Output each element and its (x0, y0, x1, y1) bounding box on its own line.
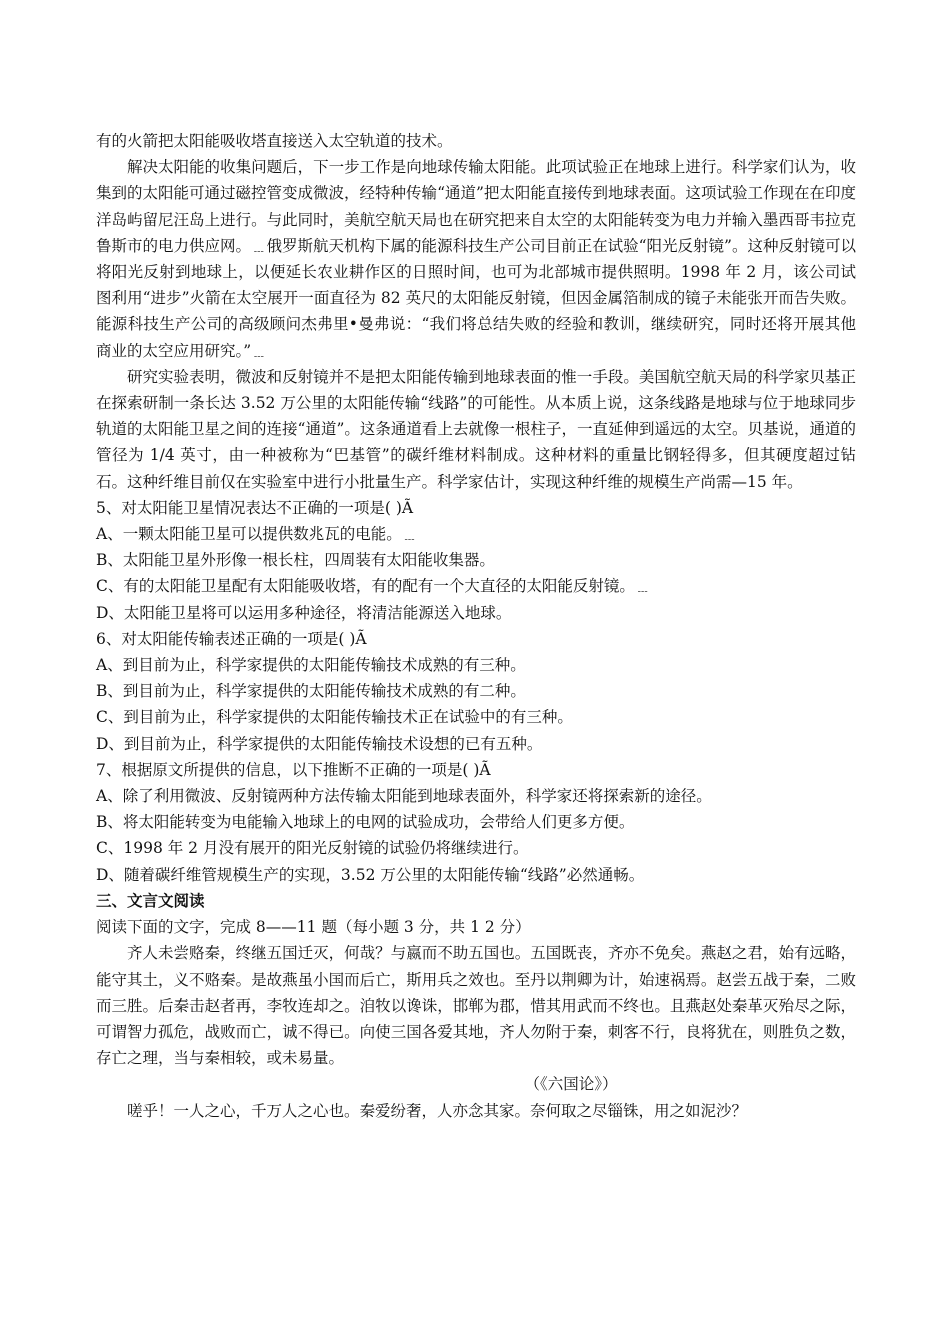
section-instruction: 阅读下面的文字，完成 8——11 题（每小题 3 分，共 1 2 分） (96, 918, 531, 937)
option-a: A、除了利用微波、反射镜两种方法传输太阳能到地球表面外，科学家还将探索新的途径。 (96, 787, 712, 806)
classical-source: （《六国论》） (524, 1075, 618, 1094)
option-d: D、到目前为止，科学家提供的太阳能传输技术设想的已有五种。 (96, 734, 543, 753)
option-c: C、1998 年 2 月没有展开的阳光反射镜的试验仍将继续进行。 (96, 839, 529, 858)
question-stem: 7、根据原文所提供的信息，以下推断不正确的一项是( )Ã (96, 760, 491, 779)
option-d: D、随着碳纤维管规模生产的实现，3.52 万公里的太阳能传输“线路”必然通畅。 (96, 865, 645, 884)
question-6 (96, 626, 856, 757)
paragraph-research: 研究实验表明，微波和反射镜并不是把太阳能传输到地球表面的惟一手段。美国航空航天局的科学家贝基正在探索研制一条长达 3.52 万公里的太阳能传输“线路”的可能性。从本质上说，这条线路是地球与位于地球同步轨道的太阳能卫星之间的连接“通道”。这条通道看上去就像一根柱子，一直延伸到遥远的太空。贝基说，通道的管径为 1/4 英寸，由一种被称为“巴基管”的碳纤维材料制成。这种材料的重量比钢轻得多，但其硬度超过钻石。这种纤维目前仅在实验室中进行小批量生产。科学家估计，实现这种纤维的规模生产尚需—15 年。 (96, 367, 856, 491)
option-a: A、到目前为止，科学家提供的太阳能传输技术成熟的有三种。 (96, 656, 526, 675)
passage-tail: 有的火箭把太阳能吸收塔直接送入太空轨道的技术。 (96, 132, 453, 150)
option-b: B、将太阳能转变为电能输入地球上的电网的试验成功，会带给人们更多方便。 (96, 813, 635, 832)
option-b: B、太阳能卫星外形像一根长柱，四周装有太阳能收集器。 (96, 551, 495, 570)
question-stem: 5、对太阳能卫星情况表达不正确的一项是( )Ã (96, 498, 414, 517)
question-stem: 6、对太阳能传输表述正确的一项是( )Ã (96, 629, 367, 648)
option-d: D、太阳能卫星将可以运用多种途径，将清洁能源送入地球。 (96, 603, 512, 622)
option-c: C、到目前为止，科学家提供的太阳能传输技术正在试验中的有三种。 (96, 708, 573, 727)
section-heading: 三、文言文阅读 (96, 890, 205, 910)
option-c: C、有的太阳能卫星配有太阳能吸收塔，有的配有一个大直径的太阳能反射镜。﹍ (96, 577, 651, 596)
option-a: A、一颗太阳能卫星可以提供数兆瓦的电能。﹍ (96, 525, 418, 544)
question-5 (96, 495, 856, 626)
next-paragraph: 嗟乎！一人之心，千万人之心也。秦爱纷奢，人亦念其家。奈何取之尽锱铢，用之如泥沙？ (127, 1101, 748, 1120)
option-b: B、到目前为止，科学家提供的太阳能传输技术成熟的有二种。 (96, 682, 526, 701)
paragraph-transmission: 解决太阳能的收集问题后，下一步工作是向地球传输太阳能。此项试验正在地球上进行。科学家们认为，收集到的太阳能可通过磁控管变成微波，经特种传输“通道”把太阳能直接传到地球表面。这项试验工作现在在印度洋岛屿留尼汪岛上进行。与此同时，美航空航天局也在研究把来自太空的太阳能转变为电力并输入墨西哥韦拉克鲁斯市的电力供应网。﹍俄罗斯航天机构下属的能源科技生产公司目前正在试验“阳光反射镜”。这种反射镜可以将阳光反射到地球上，以便延长农业耕作区的日照时间，也可为北部城市提供照明。1998 年 2 月，该公司试图利用“进步”火箭在太空展开一面直径为 82 英尺的太阳能反射镜，但因金属箔制成的镜子未能张开而告失败。能源科技生产公司的高级顾问杰弗里•曼弗说：“我们将总结失败的经验和教训，继续研究，同时还将开展其他商业的太空应用研究。”﹍ (96, 158, 856, 360)
question-7 (96, 757, 856, 888)
document-page (96, 128, 856, 1124)
classical-paragraph: 齐人未尝赂秦，终继五国迁灭，何哉？与嬴而不助五国也。五国既丧，齐亦不免矣。燕赵之君，始有远略，能守其土，义不赂秦。是故燕虽小国而后亡，斯用兵之效也。至丹以荆卿为计，始速祸焉。赵尝五战于秦，二败而三胜。后秦击赵者再，李牧连却之。洎牧以谗诛，邯郸为郡，惜其用武而不终也。且燕赵处秦革灭殆尽之际，可谓智力孤危，战败而亡，诚不得已。向使三国各爱其地，齐人勿附于秦，刺客不行，良将犹在，则胜负之数，存亡之理，当与秦相较，或未易量。 (96, 944, 856, 1068)
